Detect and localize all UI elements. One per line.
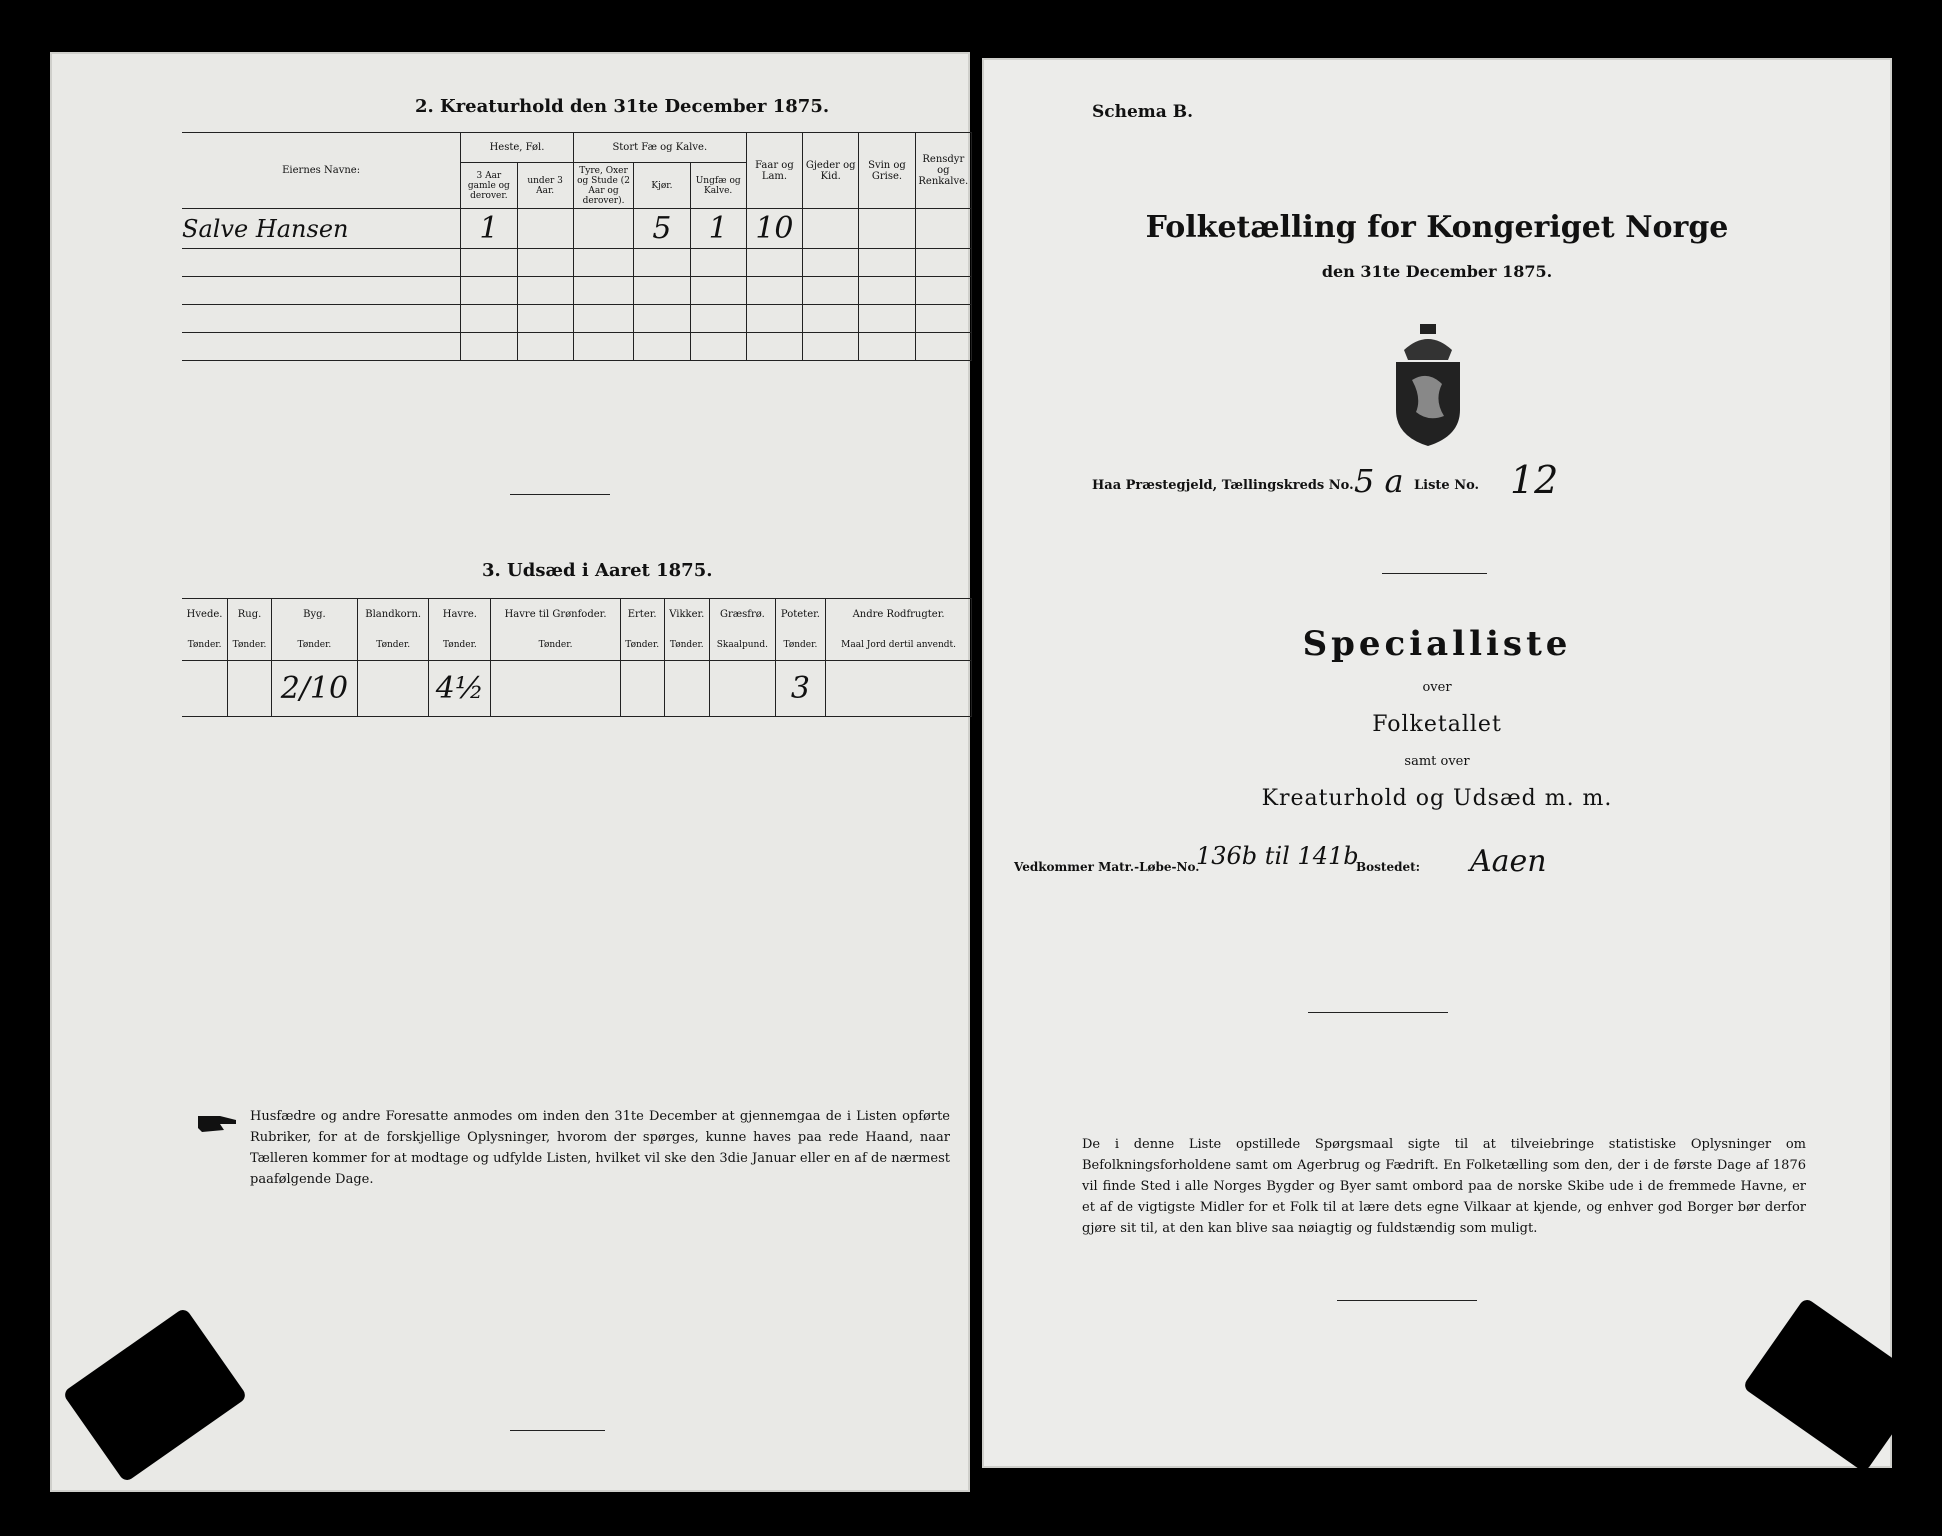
crop-header: Byg.	[271, 599, 357, 631]
over-text: over	[1422, 680, 1452, 695]
table-row	[182, 333, 972, 361]
owner-name: Salve Hansen	[182, 209, 461, 249]
crop-header: Andre Rodfrugter.	[826, 599, 972, 631]
coat-of-arms-emblem	[1390, 320, 1466, 448]
unit-label: Tønder.	[271, 631, 357, 661]
faar-header: Faar og Lam.	[746, 133, 802, 209]
right-page	[982, 58, 1892, 1468]
liste-label: Liste No.	[1414, 478, 1480, 493]
stort-sub3: Ungfæ og Kalve.	[690, 163, 746, 209]
pointing-hand-icon	[198, 1110, 238, 1136]
unit-label: Tønder.	[228, 631, 272, 661]
unit-label: Tønder.	[182, 631, 228, 661]
crop-header: Rug.	[228, 599, 272, 631]
matr-label: Vedkommer Matr.-Løbe-No.	[1014, 860, 1200, 874]
divider	[1308, 1012, 1448, 1013]
crop-value	[620, 661, 664, 717]
stort-sub2: Kjør.	[634, 163, 690, 209]
divider	[1337, 1300, 1477, 1301]
section2-title: 2. Kreaturhold den 31te December 1875.	[415, 96, 830, 117]
crop-value	[664, 661, 709, 717]
table-row	[182, 661, 972, 717]
owner-col-header: Eiernes Navne:	[182, 133, 461, 209]
table-row	[182, 277, 972, 305]
unit-label: Tønder.	[775, 631, 825, 661]
crop-value	[182, 661, 228, 717]
crop-value: 3	[775, 661, 825, 717]
heste-header: Heste, Føl.	[461, 133, 574, 163]
crop-header: Hvede.	[182, 599, 228, 631]
crop-value	[710, 661, 776, 717]
svin-header: Svin og Grise.	[859, 133, 915, 209]
crop-header: Poteter.	[775, 599, 825, 631]
crop-value	[826, 661, 972, 717]
crop-header-row	[182, 599, 972, 631]
table-row	[182, 209, 972, 249]
crop-value: 4½	[429, 661, 491, 717]
unit-label: Maal Jord dertil anvendt.	[826, 631, 972, 661]
crop-header: Havre til Grønfoder.	[491, 599, 621, 631]
livestock-table	[182, 132, 972, 361]
stort-sub1: Tyre, Oxer og Stude (2 Aar og derover).	[573, 163, 634, 209]
schema-label: Schema B.	[1092, 102, 1194, 122]
unit-label: Tønder.	[664, 631, 709, 661]
table-row	[182, 305, 972, 333]
bosted-value: Aaen	[1470, 844, 1547, 879]
unit-label: Tønder.	[491, 631, 621, 661]
unit-label: Tønder.	[429, 631, 491, 661]
prestegjeld-label: Haa Præstegjeld, Tællingskreds No.	[1092, 478, 1354, 493]
unit-label: Tønder.	[620, 631, 664, 661]
crop-header: Græsfrø.	[710, 599, 776, 631]
unit-label: Tønder.	[357, 631, 429, 661]
footer-explanation: De i denne Liste opstillede Spørgsmaal sigte til at tilveiebringe statistiske Oplysninger om Befolkningsforholdene samt om Agerbrug og Fædrift. En Folketælling som den, der i de første Dage af 1876 vil finde Sted i alle Norges Bygder og Byer samt ombord paa de norske Skibe ude i de fremmede Havne, er et af de vigtigste Midler for et Folk til at lære dets egne Vilkaar at kjende, og enhver god Borger bør derfor gjøre sit til, at den kan blive saa nøiagtig og fuldstændig som muligt.	[1082, 1137, 1806, 1236]
sowing-table	[182, 598, 972, 717]
crop-header: Erter.	[620, 599, 664, 631]
heste-old-value: 1	[461, 209, 517, 249]
crop-header: Havre.	[429, 599, 491, 631]
folketallet-text: Folketallet	[1372, 712, 1502, 737]
crop-value: 2/10	[271, 661, 357, 717]
instructions-notice: Husfædre og andre Foresatte anmodes om inden den 31te December at gjennemgaa de i Listen opførte Rubriker, for at de forskjellige Oplysninger, hvorom der spørges, kunne haves paa rede Haand, naar Tælleren kommer for at modtage og udfylde Listen, hvilket vil ske den 3die Januar eller en af de nærmest paafølgende Dage.	[250, 1109, 950, 1187]
heste-sub1: 3 Aar gamle og derover.	[461, 163, 517, 209]
subtitle: den 31te December 1875.	[1321, 262, 1553, 281]
divider	[1382, 573, 1487, 574]
kjor-value: 5	[634, 209, 690, 249]
gjeder-header: Gjeder og Kid.	[803, 133, 859, 209]
ungfae-value: 1	[690, 209, 746, 249]
faar-value: 10	[746, 209, 802, 249]
rensdyr-header: Rensdyr og Renkalve.	[915, 133, 971, 209]
crop-header: Blandkorn.	[357, 599, 429, 631]
left-page	[50, 52, 970, 1492]
bosted-label: Bostedet:	[1356, 860, 1421, 874]
stort-header: Stort Fæ og Kalve.	[573, 133, 746, 163]
crop-header: Vikker.	[664, 599, 709, 631]
main-title: Folketælling for Kongeriget Norge	[1145, 210, 1729, 245]
crop-value	[357, 661, 429, 717]
unit-label: Skaalpund.	[710, 631, 776, 661]
section3-title: 3. Udsæd i Aaret 1875.	[482, 560, 713, 581]
crop-value	[491, 661, 621, 717]
kreds-number: 5 a	[1354, 462, 1404, 500]
liste-number: 12	[1510, 458, 1559, 502]
table-row	[182, 249, 972, 277]
divider	[510, 1430, 605, 1431]
samt-over-text: samt over	[1404, 754, 1470, 769]
specialliste-heading: Specialliste	[1302, 624, 1572, 664]
divider	[510, 494, 610, 495]
kreaturhold-text: Kreaturhold og Udsæd m. m.	[1261, 786, 1613, 811]
matr-value: 136b til 141b	[1196, 842, 1359, 870]
crop-value	[228, 661, 272, 717]
unit-row	[182, 631, 972, 661]
heste-sub2: under 3 Aar.	[517, 163, 573, 209]
